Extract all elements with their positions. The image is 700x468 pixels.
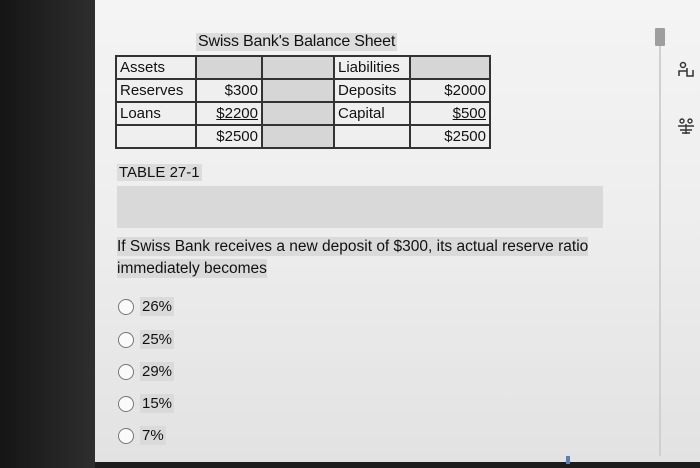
blank-image-placeholder — [117, 186, 603, 228]
table-cell: $2200 — [196, 102, 262, 125]
cursor-indicator — [566, 456, 570, 464]
table-cell: $2000 — [410, 79, 490, 102]
radio-button[interactable] — [118, 299, 134, 315]
radio-button[interactable] — [118, 364, 134, 380]
table-cell — [262, 79, 334, 102]
settings-icon[interactable] — [676, 116, 696, 136]
table-cell: Liabilities — [334, 56, 410, 79]
table-cell: Deposits — [334, 79, 410, 102]
balance-sheet-title: Swiss Bank's Balance Sheet — [198, 33, 396, 50]
table-cell: Assets — [116, 56, 196, 79]
table-cell: Reserves — [116, 79, 196, 102]
balance-sheet-table — [115, 55, 491, 149]
table-cell — [262, 56, 334, 79]
table-cell: Capital — [334, 102, 410, 125]
table-cell — [116, 125, 196, 148]
table-caption: TABLE 27-1 — [119, 164, 200, 181]
table-cell: $2500 — [196, 125, 262, 148]
option-25[interactable] — [118, 330, 174, 349]
radio-button[interactable] — [118, 332, 134, 348]
option-label[interactable]: 29% — [142, 363, 173, 380]
table-cell — [262, 102, 334, 125]
table-cell — [334, 125, 410, 148]
table-row — [116, 102, 490, 125]
table-cell: $500 — [410, 102, 490, 125]
table-cell: $300 — [196, 79, 262, 102]
scrollbar-thumb[interactable] — [655, 28, 665, 46]
option-label[interactable]: 25% — [142, 331, 173, 348]
monitor-bezel-bottom — [95, 462, 700, 468]
option-label[interactable]: 15% — [142, 395, 173, 412]
radio-button[interactable] — [118, 428, 134, 444]
option-7[interactable] — [118, 426, 166, 445]
scrollbar-track[interactable] — [659, 46, 661, 456]
share-icon[interactable] — [676, 60, 696, 80]
question-line-1: If Swiss Bank receives a new deposit of $300, its actual reserve ratio — [117, 238, 589, 255]
table-cell — [262, 125, 334, 148]
table-row — [116, 56, 490, 79]
option-label[interactable]: 26% — [142, 298, 173, 315]
table-row — [116, 79, 490, 102]
table-cell — [410, 56, 490, 79]
monitor-bezel-left — [0, 0, 95, 468]
option-label[interactable]: 7% — [142, 427, 164, 444]
option-29[interactable] — [118, 362, 174, 381]
option-26[interactable] — [118, 297, 174, 316]
table-cell: Loans — [116, 102, 196, 125]
question-text — [117, 236, 607, 280]
table-row — [116, 125, 490, 148]
table-cell — [196, 56, 262, 79]
option-15[interactable] — [118, 394, 174, 413]
radio-button[interactable] — [118, 396, 134, 412]
table-cell: $2500 — [410, 125, 490, 148]
question-line-2: immediately becomes — [117, 260, 267, 277]
